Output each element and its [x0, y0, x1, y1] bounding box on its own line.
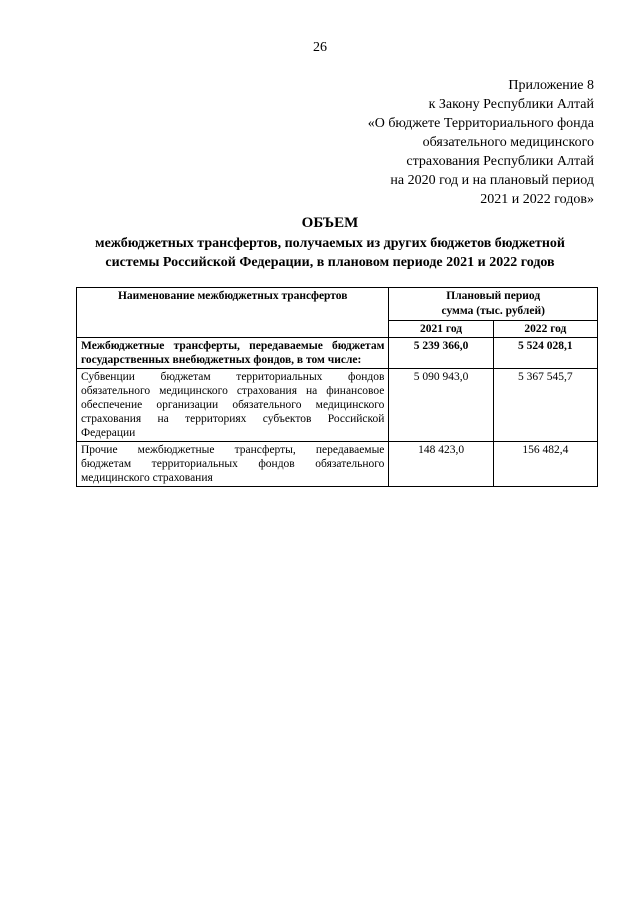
- row-value-2021: 148 423,0: [389, 442, 493, 487]
- table-row: [77, 369, 598, 442]
- header-period-label: Плановый период: [446, 290, 541, 302]
- row-value-2022: 5 367 545,7: [493, 369, 597, 442]
- header-year-2022: 2022 год: [493, 321, 597, 338]
- appendix-header: [274, 76, 594, 209]
- row-value-2021: 5 090 943,0: [389, 369, 493, 442]
- appendix-line: к Закону Республики Алтай: [428, 97, 594, 112]
- appendix-line: обязательного медицинского: [422, 135, 594, 150]
- table-header-row: [77, 288, 598, 321]
- title-subtitle-line: системы Российской Федерации, в плановом периоде 2021 и 2022 годов: [105, 255, 555, 270]
- transfers-table: [76, 287, 598, 487]
- row-name-cell: Межбюджетные трансферты, передаваемые бюджетам государственных внебюджетных фондов, в том числе:: [77, 338, 389, 369]
- row-name-cell: Субвенции бюджетам территориальных фондов обязательного медицинского страхования на финансовое обеспечение организации обязательного медицинского страхования на территориях субъектов Российской Федерации: [77, 369, 389, 442]
- appendix-line: Приложение 8: [508, 78, 594, 93]
- table-row: [77, 442, 598, 487]
- header-period-cell: [389, 288, 598, 321]
- table-row: [77, 338, 598, 369]
- row-value-2021: 5 239 366,0: [389, 338, 493, 369]
- title-subtitle-line: межбюджетных трансфертов, получаемых из других бюджетов бюджетной: [95, 236, 565, 251]
- appendix-line: 2021 и 2022 годов»: [480, 192, 594, 207]
- document-title: [60, 214, 600, 272]
- header-year-2021: 2021 год: [389, 321, 493, 338]
- appendix-line: «О бюджете Территориального фонда: [367, 116, 594, 131]
- header-period-units: сумма (тыс. рублей): [441, 305, 545, 317]
- row-value-2022: 5 524 028,1: [493, 338, 597, 369]
- header-name-cell: Наименование межбюджетных трансфертов: [77, 288, 389, 338]
- row-name-cell: Прочие межбюджетные трансферты, передаваемые бюджетам территориальных фондов обязательного медицинского страхования: [77, 442, 389, 487]
- row-value-2022: 156 482,4: [493, 442, 597, 487]
- appendix-line: страхования Республики Алтай: [406, 154, 594, 169]
- title-main: ОБЪЕМ: [301, 215, 359, 231]
- appendix-line: на 2020 год и на плановый период: [390, 173, 594, 188]
- page-number: 26: [313, 40, 327, 55]
